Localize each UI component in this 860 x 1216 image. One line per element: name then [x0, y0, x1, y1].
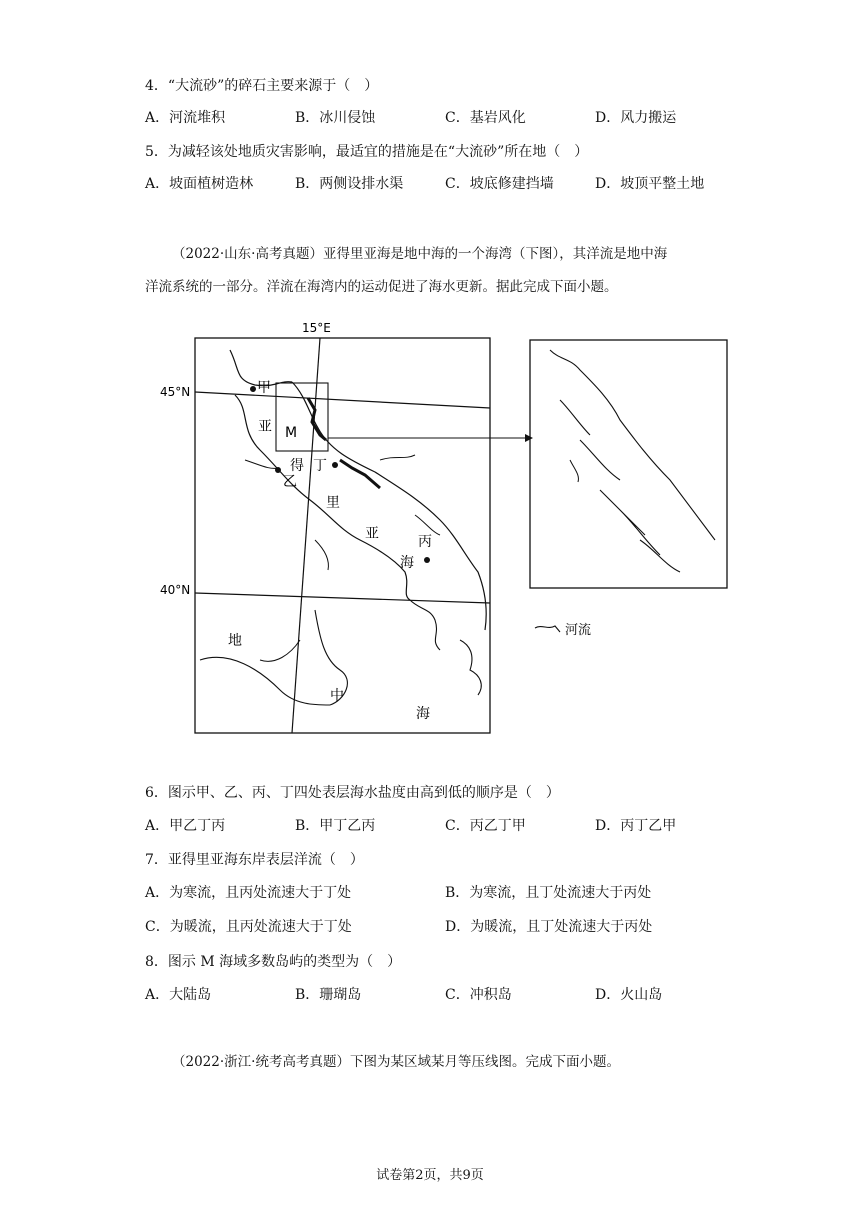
label-jia: 甲 — [257, 380, 271, 396]
q7-option-b: B．为寒流，且丁处流速大于丙处 — [445, 885, 652, 901]
label-hai-2: 海 — [416, 706, 430, 722]
q4-option-d: D．风力搬运 — [595, 110, 677, 126]
question-8-stem: 8．图示 M 海域多数岛屿的类型为（ ） — [145, 954, 402, 970]
q4-option-b: B．冰川侵蚀 — [295, 110, 376, 126]
longitude-label: 15°E — [302, 321, 331, 335]
q7-option-d: D．为暖流，且丁处流速大于丙处 — [445, 919, 653, 935]
q6-option-a: A．甲乙丁丙 — [145, 818, 226, 834]
q7-option-a: A．为寒流，且丙处流速大于丁处 — [145, 885, 352, 901]
label-bing: 丙 — [418, 534, 432, 550]
q5-option-c: C．坡底修建挡墙 — [445, 176, 554, 192]
q6-option-b: B．甲丁乙丙 — [295, 818, 376, 834]
q4-option-a: A．河流堆积 — [145, 110, 226, 126]
question-5-stem: 5．为减轻该处地质灾害影响，最适宜的措施是在“大流砂”所在地（ ） — [145, 144, 589, 160]
label-yi: 乙 — [283, 474, 297, 490]
latitude-40-label: 40°N — [160, 583, 191, 597]
q7-option-c: C．为暖流，且丙处流速大于丁处 — [145, 919, 352, 935]
label-m: M — [285, 425, 298, 441]
q5-option-d: D．坡顶平整土地 — [595, 176, 705, 192]
adriatic-sea-map — [140, 310, 750, 740]
q8-option-a: A．大陆岛 — [145, 987, 212, 1003]
passage-1-line-1: （2022·山东·高考真题）亚得里亚海是地中海的一个海湾（下图），其洋流是地中海 — [172, 246, 668, 262]
legend-river-label: 河流 — [565, 623, 592, 638]
label-zhong: 中 — [330, 688, 344, 704]
question-7-stem: 7．亚得里亚海东岸表层洋流（ ） — [145, 852, 364, 868]
page-footer: 试卷第2页，共9页 — [376, 1168, 484, 1183]
label-hai-1: 海 — [400, 555, 414, 571]
q4-option-c: C．基岩风化 — [445, 110, 526, 126]
q5-option-b: B．两侧设排水渠 — [295, 176, 404, 192]
question-6-stem: 6．图示甲、乙、丙、丁四处表层海水盐度由高到低的顺序是（ ） — [145, 785, 560, 801]
latitude-45-label: 45°N — [160, 385, 191, 399]
label-ding: 丁 — [313, 458, 327, 474]
label-li: 里 — [326, 495, 340, 511]
label-ya-1: 亚 — [258, 419, 272, 435]
q8-option-d: D．火山岛 — [595, 987, 663, 1003]
q6-option-c: C．丙乙丁甲 — [445, 818, 526, 834]
q8-option-c: C．冲积岛 — [445, 987, 512, 1003]
passage-2-line-1: （2022·浙江·统考高考真题）下图为某区域某月等压线图。完成下面小题。 — [172, 1054, 620, 1070]
q5-option-a: A．坡面植树造林 — [145, 176, 254, 192]
label-ya-2: 亚 — [365, 526, 379, 542]
question-4-stem: 4．“大流砂”的碎石主要来源于（ ） — [145, 78, 379, 94]
q6-option-d: D．丙丁乙甲 — [595, 818, 677, 834]
passage-1-line-2: 洋流系统的一部分。洋流在海湾内的运动促进了海水更新。据此完成下面小题。 — [145, 279, 618, 295]
label-di: 地 — [228, 633, 242, 649]
label-de: 得 — [290, 458, 304, 474]
q8-option-b: B．珊瑚岛 — [295, 987, 362, 1003]
